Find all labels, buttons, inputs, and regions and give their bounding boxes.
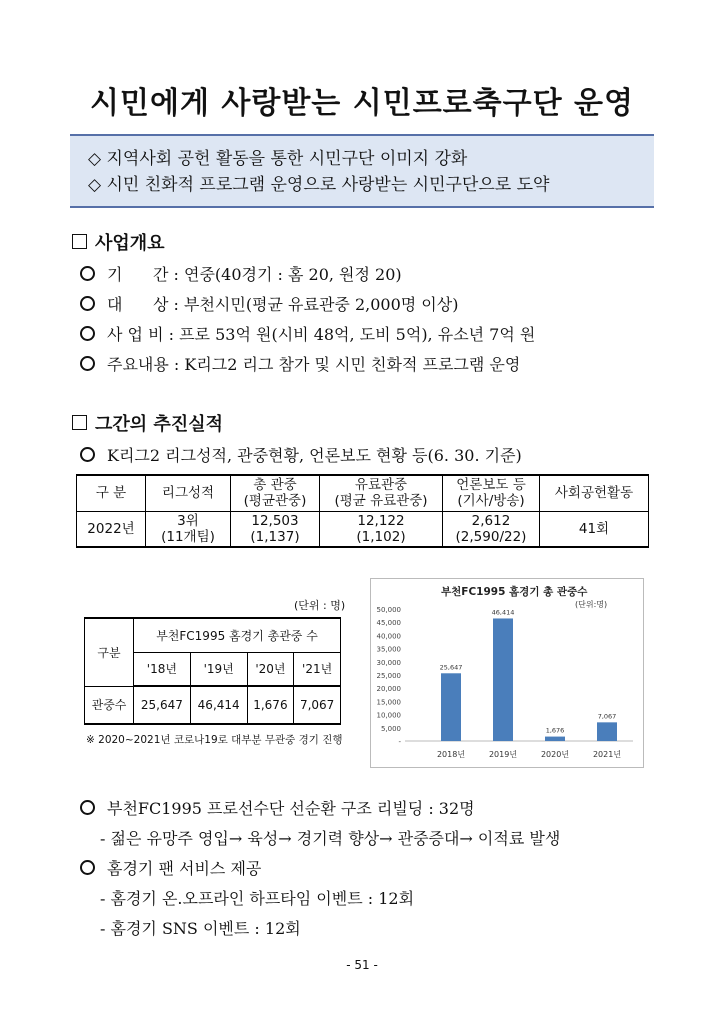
bottom-item-fan-service: [80, 856, 261, 879]
attendance-unit: (단위 : 명): [294, 599, 346, 612]
y-tick-label: 10,000: [376, 711, 401, 720]
td-total: 12,503 (1,137): [231, 511, 320, 547]
overview-period-text: 기 간 : 연중(40경기 : 홈 20, 원정 20): [107, 265, 402, 284]
th-year-2019: '19년: [190, 652, 247, 686]
section-overview-label: 사업개요: [95, 233, 165, 254]
bottom-fan-sub-2: - 홈경기 SNS 이벤트 : 12회: [100, 919, 301, 938]
results-intro: [80, 443, 522, 466]
y-tick-label: 50,000: [376, 606, 401, 614]
th-media: 언론보도 등 (기사/방송): [443, 475, 540, 511]
x-tick-label: 2020년: [540, 750, 570, 759]
th-total: 총 관중 (평균관중): [231, 475, 320, 511]
summary-line-1: ◇ 지역사회 공헌 활동을 통한 시민구단 이미지 강화: [88, 149, 468, 169]
th-year-2021: '21년: [294, 652, 341, 686]
attendance-table: [84, 617, 341, 725]
summary-line-2: ◇ 시민 친화적 프로그램 운영으로 사랑받는 시민구단으로 도약: [88, 175, 550, 195]
attendance-chart-svg: [371, 579, 643, 767]
section-results-label: 그간의 추진실적: [95, 414, 223, 435]
y-tick-label: -: [398, 738, 401, 746]
circle-bullet-icon: [80, 356, 95, 371]
overview-budget-text: 사 업 비 : 프로 53억 원(시비 48억, 도비 5억), 유소년 7억 원: [107, 325, 536, 344]
summary-box: [70, 134, 654, 208]
td-value-2019: 46,414: [190, 686, 247, 724]
th-year-2020: '20년: [247, 652, 294, 686]
bottom-fan-sub-1: - 홈경기 온.오프라인 하프타임 이벤트 : 12회: [100, 889, 415, 908]
circle-bullet-icon: [80, 326, 95, 341]
circle-bullet-icon: [80, 860, 95, 875]
th-category: 구 분: [77, 475, 146, 511]
th-label: 구분: [85, 618, 134, 686]
bar-value-label: 1,676: [545, 726, 565, 735]
section-results-heading: [72, 410, 223, 436]
overview-item-period: [80, 262, 402, 285]
bar-value-label: 7,067: [597, 712, 617, 721]
checkbox-square-icon: [72, 415, 87, 430]
results-intro-text: K리그2 리그성적, 관중현황, 언론보도 현황 등(6. 30. 기준): [107, 446, 522, 465]
results-table: [76, 474, 649, 548]
overview-target-text: 대 상 : 부천시민(평균 유료관중 2,000명 이상): [107, 295, 459, 314]
bar-2018년: [441, 673, 461, 741]
overview-item-target: [80, 292, 458, 315]
bar-value-label: 25,647: [439, 663, 463, 672]
bottom-rebuild-sub: - 젊은 유망주 영입→ 육성→ 경기력 향상→ 관중증대→ 이적료 발생: [100, 829, 561, 848]
td-year: 2022년: [77, 511, 146, 547]
td-league: 3위 (11개팀): [146, 511, 231, 547]
td-row-label: 관중수: [85, 686, 134, 724]
overview-item-budget: [80, 322, 535, 345]
circle-bullet-icon: [80, 800, 95, 815]
x-tick-label: 2019년: [488, 750, 518, 759]
x-tick-label: 2018년: [436, 750, 466, 759]
bottom-item-rebuild: [80, 796, 475, 819]
y-tick-label: 45,000: [376, 619, 401, 628]
y-tick-label: 30,000: [376, 658, 401, 667]
attendance-note: ※ 2020~2021년 코로나19로 대부분 무관중 경기 진행: [86, 734, 343, 746]
x-tick-label: 2021년: [592, 750, 622, 759]
y-tick-label: 40,000: [376, 632, 401, 641]
attendance-chart: [370, 578, 644, 768]
chart-title: 부천FC1995 홈경기 총 관중수: [441, 586, 588, 598]
th-paid: 유료관중 (평균 유료관중): [320, 475, 443, 511]
bar-value-label: 46,414: [491, 608, 515, 617]
fan-service-text: 홈경기 팬 서비스 제공: [107, 859, 262, 878]
td-media: 2,612 (2,590/22): [443, 511, 540, 547]
circle-bullet-icon: [80, 447, 95, 462]
y-tick-label: 15,000: [376, 698, 401, 707]
td-value-2021: 7,067: [294, 686, 341, 724]
page-number: - 51 -: [346, 958, 378, 972]
bar-2021년: [597, 722, 617, 741]
y-tick-label: 25,000: [376, 672, 401, 680]
bar-2019년: [493, 618, 513, 741]
td-social: 41회: [540, 511, 649, 547]
y-tick-label: 35,000: [376, 645, 401, 654]
section-overview-heading: [72, 229, 165, 255]
td-value-2018: 25,647: [134, 686, 191, 724]
y-tick-label: 20,000: [376, 685, 401, 694]
chart-subtitle: (단위:명): [575, 600, 608, 609]
td-paid: 12,122 (1,102): [320, 511, 443, 547]
circle-bullet-icon: [80, 296, 95, 311]
th-social: 사회공헌활동: [540, 475, 649, 511]
circle-bullet-icon: [80, 266, 95, 281]
checkbox-square-icon: [72, 234, 87, 249]
page-title: 시민에게 사랑받는 시민프로축구단 운영: [90, 86, 634, 121]
th-attendance-title: 부천FC1995 홈경기 총관중 수: [134, 618, 341, 652]
th-league: 리그성적: [146, 475, 231, 511]
y-tick-label: 5,000: [380, 724, 401, 733]
td-value-2020: 1,676: [247, 686, 294, 724]
overview-item-content: [80, 352, 520, 375]
overview-content-text: 주요내용 : K리그2 리그 참가 및 시민 친화적 프로그램 운영: [107, 355, 521, 374]
rebuild-text: 부천FC1995 프로선수단 선순환 구조 리빌딩 : 32명: [107, 799, 475, 818]
bar-2020년: [545, 737, 565, 741]
th-year-2018: '18년: [134, 652, 191, 686]
